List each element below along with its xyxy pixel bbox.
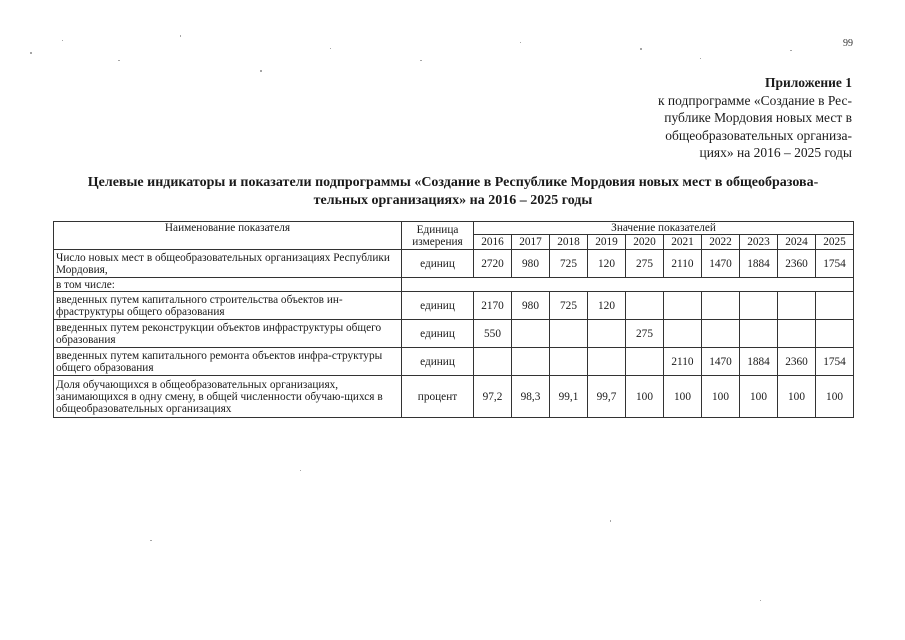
indicator-value [778, 292, 816, 320]
column-header-year: 2020 [626, 235, 664, 250]
appendix-line: публике Мордовия новых мест в [664, 110, 852, 125]
indicator-unit: единиц [402, 250, 474, 278]
indicator-value [816, 292, 854, 320]
column-header-year: 2022 [702, 235, 740, 250]
indicator-value [702, 292, 740, 320]
indicator-name: введенных путем капитального ремонта объектов инфра-структуры общего образования [54, 348, 402, 376]
column-header-unit: Единица измерения [402, 222, 474, 250]
indicator-value [512, 320, 550, 348]
column-header-year: 2016 [474, 235, 512, 250]
indicator-value: 98,3 [512, 376, 550, 418]
indicator-value: 980 [512, 292, 550, 320]
document-title-line: тельных организациях» на 2016 – 2025 годы [313, 193, 593, 208]
indicator-value: 275 [626, 250, 664, 278]
indicator-value [664, 292, 702, 320]
column-header-year: 2024 [778, 235, 816, 250]
subheader-label: в том числе: [54, 278, 402, 292]
indicator-name: Число новых мест в общеобразовательных организациях Республики Мордовия, [54, 250, 402, 278]
appendix-line: к подпрограмме «Создание в Рес- [657, 92, 852, 108]
indicator-value: 2110 [664, 250, 702, 278]
table-header-row [54, 222, 854, 235]
indicator-value [588, 348, 626, 376]
indicator-unit: процент [402, 376, 474, 418]
indicator-value: 1754 [816, 250, 854, 278]
indicator-value [664, 320, 702, 348]
indicator-value [550, 320, 588, 348]
table-row [54, 348, 854, 376]
indicator-value: 725 [550, 292, 588, 320]
indicator-value: 2360 [778, 250, 816, 278]
indicators-table [53, 221, 854, 418]
indicator-value: 97,2 [474, 376, 512, 418]
indicator-name: введенных путем реконструкции объектов инфраструктуры общего образования [54, 320, 402, 348]
column-header-name: Наименование показателя [54, 222, 402, 250]
table-subheader-row [54, 278, 854, 292]
indicator-value: 100 [740, 376, 778, 418]
column-header-year: 2018 [550, 235, 588, 250]
indicator-value: 120 [588, 292, 626, 320]
indicator-unit: единиц [402, 320, 474, 348]
empty-cell [402, 278, 854, 292]
indicator-value: 99,1 [550, 376, 588, 418]
indicator-unit: единиц [402, 292, 474, 320]
indicator-value: 550 [474, 320, 512, 348]
indicator-value: 2170 [474, 292, 512, 320]
indicator-value: 2110 [664, 348, 702, 376]
indicator-value: 99,7 [588, 376, 626, 418]
table-row [54, 250, 854, 278]
indicator-value: 100 [664, 376, 702, 418]
indicator-value [626, 348, 664, 376]
indicator-value: 100 [816, 376, 854, 418]
indicator-value [474, 348, 512, 376]
indicator-value: 2360 [778, 348, 816, 376]
indicator-name: Доля обучающихся в общеобразовательных организациях, занимающихся в одну смену, в общей численности обучаю-щихся в общеобразовательных организациях [54, 376, 402, 418]
indicator-value [626, 292, 664, 320]
appendix-line: циях» на 2016 – 2025 годы [699, 145, 852, 160]
indicator-value: 1884 [740, 250, 778, 278]
indicator-value [778, 320, 816, 348]
indicator-value [588, 320, 626, 348]
table-row [54, 376, 854, 418]
appendix-line: общеобразовательных организа- [665, 127, 852, 143]
table-row [54, 292, 854, 320]
indicator-value [702, 320, 740, 348]
indicator-value: 275 [626, 320, 664, 348]
indicator-value: 100 [778, 376, 816, 418]
document-title [46, 174, 860, 210]
indicator-value [816, 320, 854, 348]
indicator-value [512, 348, 550, 376]
indicator-name: введенных путем капитального строительства объектов ин-фраструктуры общего образования [54, 292, 402, 320]
column-header-year: 2019 [588, 235, 626, 250]
indicator-value: 2720 [474, 250, 512, 278]
column-header-year: 2023 [740, 235, 778, 250]
indicator-value [550, 348, 588, 376]
appendix-title: Приложение 1 [764, 75, 852, 90]
column-header-year: 2025 [816, 235, 854, 250]
indicator-value [740, 320, 778, 348]
column-header-year: 2017 [512, 235, 550, 250]
indicator-value: 1470 [702, 250, 740, 278]
table-body [54, 250, 854, 418]
column-header-year: 2021 [664, 235, 702, 250]
document-title-line: Целевые индикаторы и показатели подпрограммы «Создание в Республике Мордовия новых мест в общеобразова- [87, 175, 819, 190]
page-number: 99 [843, 38, 853, 49]
indicator-value: 980 [512, 250, 550, 278]
indicator-unit: единиц [402, 348, 474, 376]
indicator-value: 120 [588, 250, 626, 278]
indicator-value: 1470 [702, 348, 740, 376]
indicator-value: 100 [626, 376, 664, 418]
indicator-value: 100 [702, 376, 740, 418]
appendix-block [600, 74, 852, 162]
indicator-value: 1884 [740, 348, 778, 376]
indicator-value: 725 [550, 250, 588, 278]
indicator-value: 1754 [816, 348, 854, 376]
column-header-values: Значение показателей [474, 222, 854, 235]
indicator-value [740, 292, 778, 320]
table-row [54, 320, 854, 348]
